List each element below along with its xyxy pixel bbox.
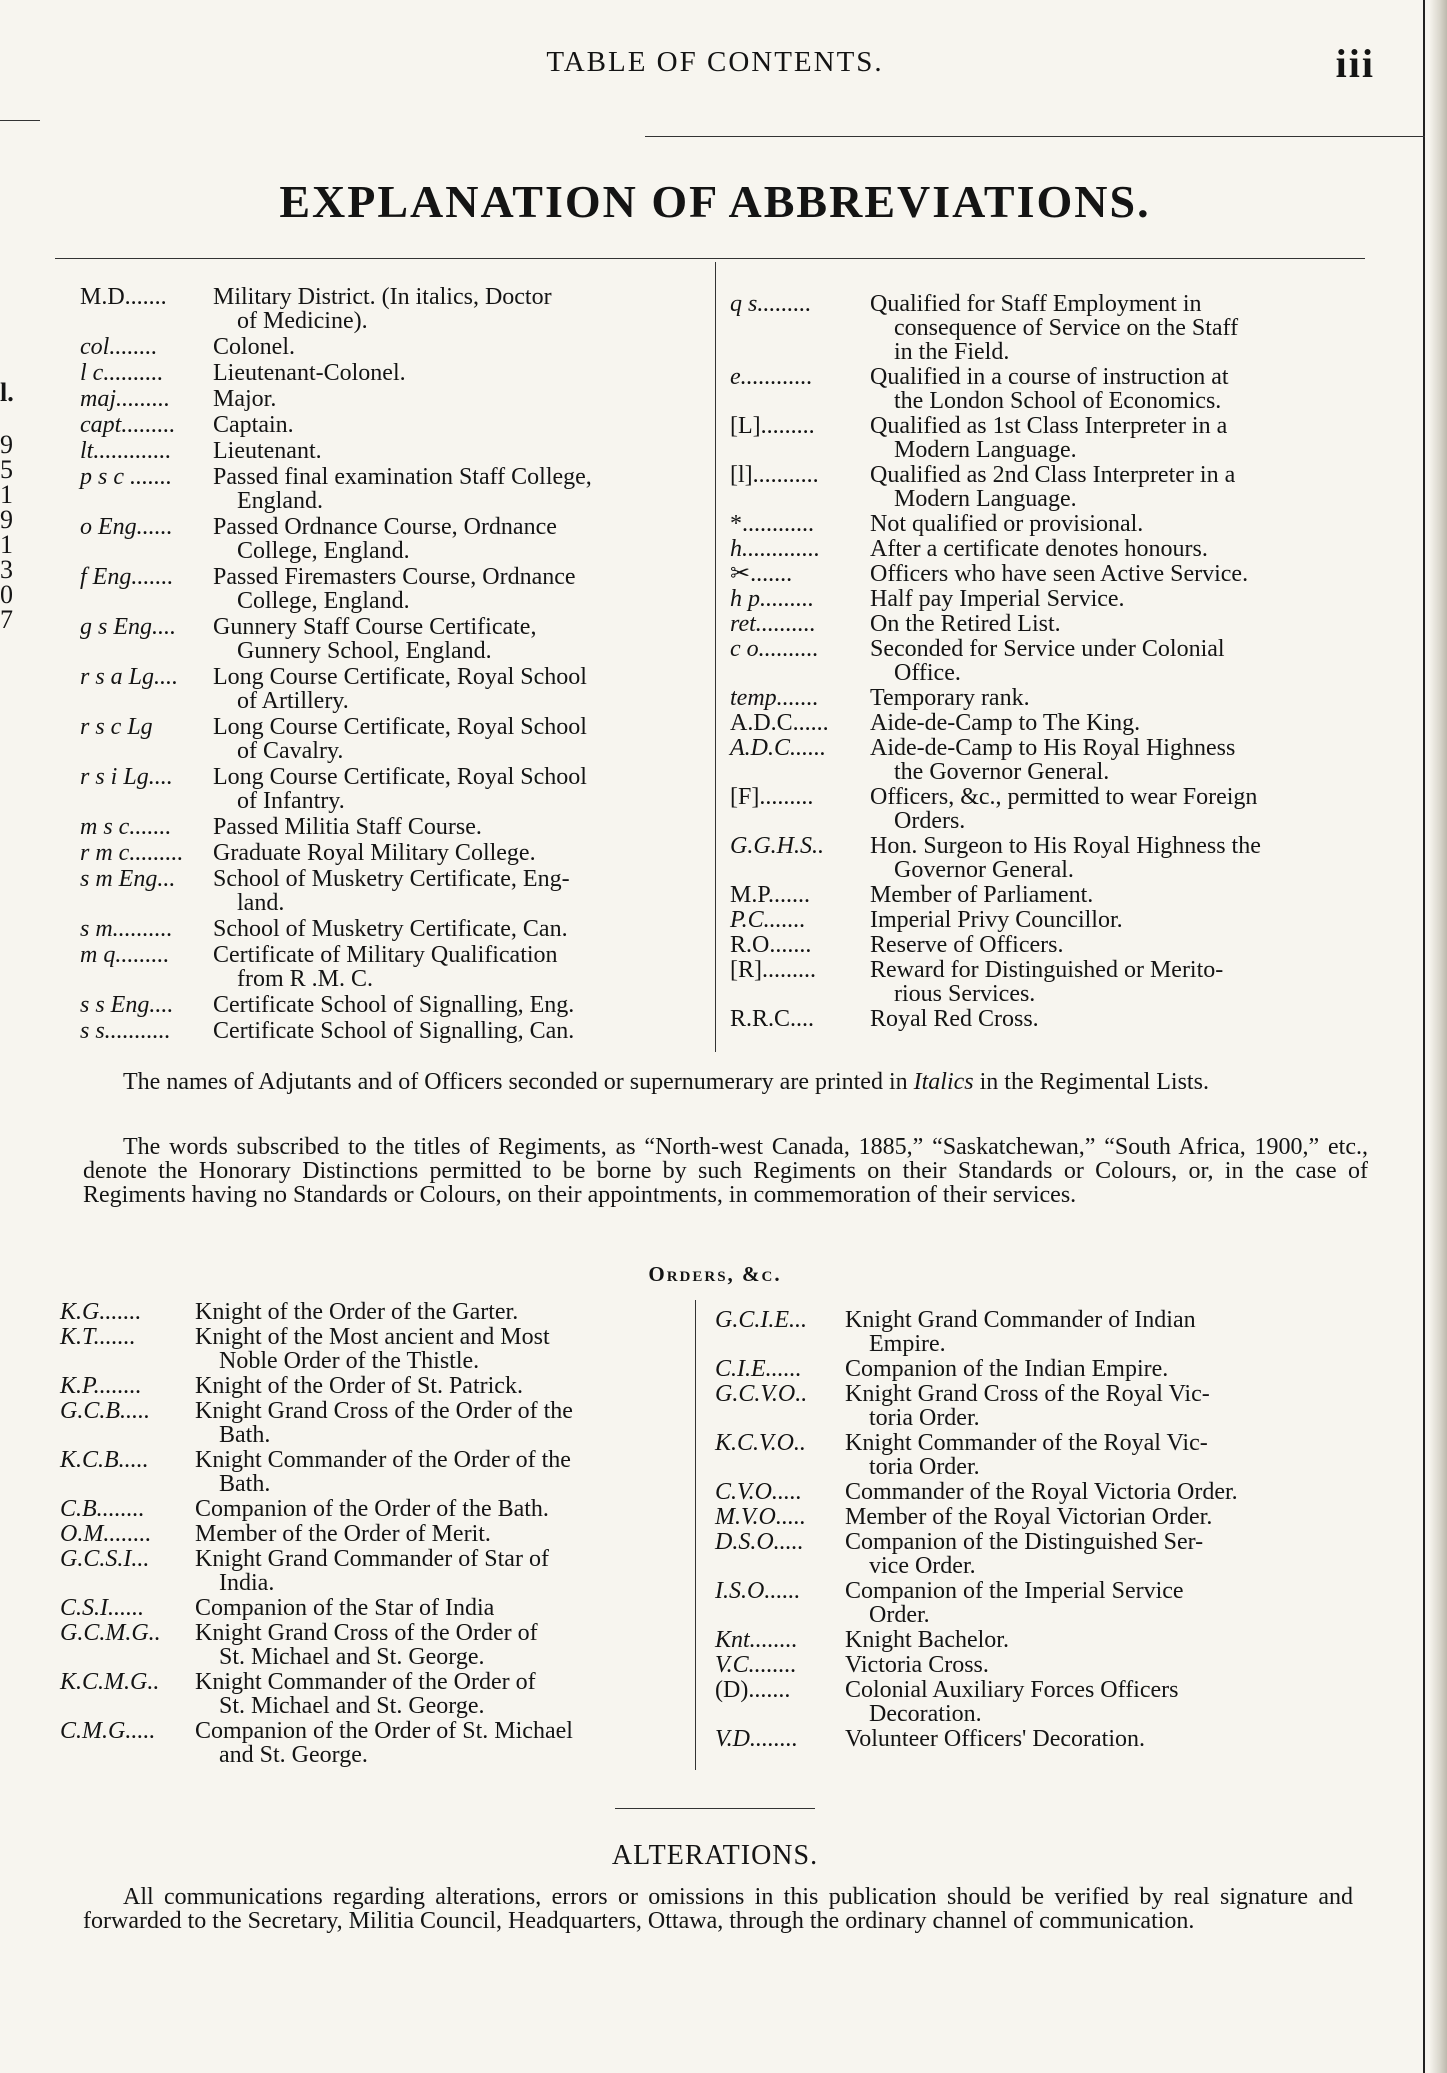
abbreviation-definition: Colonel. bbox=[213, 334, 295, 360]
abbreviation-term: col........ bbox=[80, 334, 158, 360]
abbreviation-definition-continued: St. Michael and St. George. bbox=[219, 1644, 485, 1670]
regiments-note-text: The words subscribed to the titles of Regiments, as “North-west Canada, 1885,” “Saskatchewan,” “South Africa, 1900,” etc., denote the Honorary Distinctions permitted to be borne by such Regiments on their Standards or Colours, or, in the case of Regiments having no Standards or Colours, on their appointments, in commemoration of their services. bbox=[83, 1134, 1368, 1208]
abbreviation-entry bbox=[80, 841, 755, 867]
abbreviation-entry bbox=[730, 587, 1370, 612]
abbreviation-definition: Not qualified or provisional. bbox=[870, 511, 1144, 537]
abbreviation-definition: Lieutenant. bbox=[213, 438, 322, 464]
orders-right-column bbox=[715, 1308, 1365, 1752]
abbreviation-entry bbox=[730, 414, 1370, 463]
abbreviation-definition: Knight Bachelor. bbox=[845, 1627, 1009, 1653]
abbreviation-entry bbox=[715, 1480, 1365, 1505]
page-number: iii bbox=[1335, 41, 1375, 86]
abbreviation-term: R.R.C.... bbox=[730, 1006, 815, 1032]
regiments-note bbox=[83, 1135, 1368, 1207]
abbreviation-definition: Knight of the Order of St. Patrick. bbox=[195, 1373, 523, 1399]
abbreviation-entry bbox=[730, 637, 1370, 686]
abbreviation-term: s m.......... bbox=[80, 916, 173, 942]
abbreviation-definition: Member of Parliament. bbox=[870, 882, 1094, 908]
margin-glyph: 0 bbox=[0, 580, 13, 609]
abbreviation-definition: Qualified in a course of instruction at bbox=[870, 364, 1229, 390]
abbreviation-term: C.V.O..... bbox=[715, 1479, 802, 1505]
margin-glyph: 1 bbox=[0, 530, 13, 559]
abbreviation-entry bbox=[60, 1547, 730, 1596]
margin-glyph: 9 bbox=[0, 430, 13, 459]
abbreviation-term: G.C.B..... bbox=[60, 1398, 150, 1424]
abbreviation-entry bbox=[730, 1007, 1370, 1032]
abbreviation-entry bbox=[730, 834, 1370, 883]
abbreviation-term: o Eng...... bbox=[80, 514, 173, 540]
abbreviation-definition-continued: the London School of Economics. bbox=[894, 388, 1222, 414]
abbreviation-entry bbox=[715, 1431, 1365, 1480]
abbreviation-entry bbox=[715, 1727, 1365, 1752]
abbreviation-definition-continued: the Governor General. bbox=[894, 759, 1110, 785]
abbreviation-definition-continued: Decoration. bbox=[869, 1701, 982, 1727]
abbreviation-definition-continued: Noble Order of the Thistle. bbox=[219, 1348, 480, 1374]
abbreviation-entry bbox=[60, 1522, 730, 1547]
abbreviation-definition: Aide-de-Camp to The King. bbox=[870, 710, 1141, 736]
abbreviation-definition-continued: Modern Language. bbox=[894, 437, 1077, 463]
abbreviation-entry bbox=[730, 933, 1370, 958]
abbreviation-entry bbox=[715, 1357, 1365, 1382]
abbreviation-definition: Knight of the Most ancient and Most bbox=[195, 1324, 550, 1350]
abbreviation-definition: Qualified as 1st Class Interpreter in a bbox=[870, 413, 1228, 439]
abbreviation-entry bbox=[60, 1497, 730, 1522]
abbreviation-term: M.D....... bbox=[80, 284, 167, 310]
abbreviation-term: K.T....... bbox=[60, 1324, 136, 1350]
abbreviation-definition-continued: and St. George. bbox=[219, 1742, 368, 1768]
abbreviation-entry bbox=[80, 917, 755, 943]
orders-heading: Orders, &c. bbox=[648, 1262, 782, 1286]
alterations-paragraph bbox=[83, 1885, 1353, 1933]
abbreviation-definition-continued: consequence of Service on the Staff bbox=[894, 315, 1239, 341]
abbreviation-entry bbox=[730, 785, 1370, 834]
orders-left-column bbox=[60, 1300, 730, 1768]
abbreviation-definition: Qualified for Staff Employment in bbox=[870, 291, 1202, 317]
column-divider bbox=[715, 262, 716, 1052]
abbreviation-definition-continued: toria Order. bbox=[869, 1405, 980, 1431]
running-header bbox=[55, 40, 1375, 90]
abbreviation-entry bbox=[730, 292, 1370, 365]
abbreviation-term: A.D.C...... bbox=[730, 735, 826, 761]
abbreviation-term: G.C.V.O.. bbox=[715, 1381, 808, 1407]
abbreviation-definition: Companion of the Star of India bbox=[195, 1595, 495, 1621]
abbreviation-term: C.I.E...... bbox=[715, 1356, 802, 1382]
abbreviation-term: h............. bbox=[730, 536, 820, 562]
abbreviation-entry bbox=[715, 1382, 1365, 1431]
abbreviation-definition-continued: Office. bbox=[894, 660, 961, 686]
abbreviation-definition: On the Retired List. bbox=[870, 611, 1061, 637]
abbreviation-definition: Imperial Privy Councillor. bbox=[870, 907, 1123, 933]
abbreviation-term: K.C.M.G.. bbox=[60, 1669, 160, 1695]
abbreviation-definition: Certificate of Military Qualification bbox=[213, 942, 558, 968]
abbreviation-definition: Reserve of Officers. bbox=[870, 932, 1064, 958]
abbreviation-definition-continued: from R .M. C. bbox=[237, 966, 374, 992]
abbreviation-definition: Passed Firemasters Course, Ordnance bbox=[213, 564, 576, 590]
abbreviation-definition: Aide-de-Camp to His Royal Highness bbox=[870, 735, 1236, 761]
page-edge-line bbox=[1423, 0, 1425, 2073]
abbreviation-definition-continued: College, England. bbox=[237, 538, 410, 564]
abbreviation-entry bbox=[715, 1653, 1365, 1678]
abbreviation-definition: Knight Grand Cross of the Order of bbox=[195, 1620, 538, 1646]
abbreviation-definition: Knight Grand Cross of the Order of the bbox=[195, 1398, 573, 1424]
abbreviation-entry bbox=[715, 1579, 1365, 1628]
abbreviation-definition: Gunnery Staff Course Certificate, bbox=[213, 614, 537, 640]
abbreviation-term: s s Eng.... bbox=[80, 992, 174, 1018]
abbreviation-definition: Knight Grand Cross of the Royal Vic- bbox=[845, 1381, 1210, 1407]
abbreviation-definition: Half pay Imperial Service. bbox=[870, 586, 1125, 612]
abbreviation-entry bbox=[80, 439, 755, 465]
abbreviation-definition: Commander of the Royal Victoria Order. bbox=[845, 1479, 1238, 1505]
abbreviation-term: I.S.O...... bbox=[715, 1578, 801, 1604]
abbreviation-definition: Companion of the Indian Empire. bbox=[845, 1356, 1169, 1382]
abbreviation-definition: Knight Commander of the Order of the bbox=[195, 1447, 571, 1473]
abbreviation-term: G.G.H.S.. bbox=[730, 833, 824, 859]
abbreviation-term: V.C........ bbox=[715, 1652, 797, 1678]
italics-note-italic: Italics bbox=[913, 1069, 974, 1095]
abbreviation-term: m s c....... bbox=[80, 814, 172, 840]
abbreviation-definition-continued: Order. bbox=[869, 1602, 930, 1628]
abbreviation-definition: Knight Grand Commander of Star of bbox=[195, 1546, 549, 1572]
abbreviation-entry bbox=[60, 1719, 730, 1768]
abbreviation-definition: Certificate School of Signalling, Can. bbox=[213, 1018, 575, 1044]
abbreviation-definition: Officers who have seen Active Service. bbox=[870, 561, 1249, 587]
abbreviation-term: K.P........ bbox=[60, 1373, 142, 1399]
abbreviations-right-column bbox=[730, 292, 1370, 1032]
abbreviation-term: K.C.V.O.. bbox=[715, 1430, 806, 1456]
abbreviation-term: V.D........ bbox=[715, 1726, 798, 1752]
abbreviation-definition: Certificate School of Signalling, Eng. bbox=[213, 992, 575, 1018]
abbreviation-term: [F]......... bbox=[730, 784, 814, 810]
abbreviation-definition: Colonial Auxiliary Forces Officers bbox=[845, 1677, 1179, 1703]
abbreviation-definition: Companion of the Imperial Service bbox=[845, 1578, 1184, 1604]
abbreviation-entry bbox=[80, 943, 755, 993]
abbreviation-term: capt......... bbox=[80, 412, 176, 438]
abbreviation-entry bbox=[730, 736, 1370, 785]
abbreviation-entry bbox=[80, 361, 755, 387]
margin-glyph: 1 bbox=[0, 480, 13, 509]
abbreviation-entry bbox=[730, 711, 1370, 736]
abbreviation-entry bbox=[730, 686, 1370, 711]
abbreviation-term: P.C....... bbox=[730, 907, 806, 933]
abbreviation-term: maj......... bbox=[80, 386, 170, 412]
abbreviation-entry bbox=[715, 1628, 1365, 1653]
abbreviation-term: M.P....... bbox=[730, 882, 811, 908]
abbreviation-term: f Eng....... bbox=[80, 564, 174, 590]
abbreviation-term: Knt........ bbox=[715, 1627, 798, 1653]
abbreviation-entry bbox=[60, 1374, 730, 1399]
page-edge-shadow bbox=[1429, 0, 1447, 2073]
abbreviation-definition-continued: of Infantry. bbox=[237, 788, 345, 814]
abbreviation-entry bbox=[80, 665, 755, 715]
abbreviation-definition: Hon. Surgeon to His Royal Highness the bbox=[870, 833, 1261, 859]
abbreviation-definition: Passed Ordnance Course, Ordnance bbox=[213, 514, 557, 540]
abbreviation-definition: Royal Red Cross. bbox=[870, 1006, 1039, 1032]
abbreviation-definition: After a certificate denotes honours. bbox=[870, 536, 1208, 562]
abbreviation-definition: Knight of the Order of the Garter. bbox=[195, 1299, 519, 1325]
abbreviation-entry bbox=[80, 867, 755, 917]
abbreviation-term: O.M........ bbox=[60, 1521, 152, 1547]
abbreviation-definition: Qualified as 2nd Class Interpreter in a bbox=[870, 462, 1236, 488]
italics-note-text-b: in the Regimental Lists. bbox=[973, 1069, 1209, 1095]
abbreviation-definition: Captain. bbox=[213, 412, 294, 438]
abbreviation-term: (D)....... bbox=[715, 1677, 791, 1703]
abbreviation-term: A.D.C...... bbox=[730, 710, 829, 736]
abbreviation-entry bbox=[60, 1596, 730, 1621]
abbreviation-entry bbox=[80, 815, 755, 841]
margin-glyph: l. bbox=[0, 378, 14, 407]
abbreviation-definition: Long Course Certificate, Royal School bbox=[213, 764, 587, 790]
abbreviation-entry bbox=[715, 1530, 1365, 1579]
margin-glyph: 9 bbox=[0, 505, 13, 534]
abbreviation-entry bbox=[730, 512, 1370, 537]
document-page bbox=[55, 0, 1375, 2073]
abbreviation-definition-continued: of Cavalry. bbox=[237, 738, 344, 764]
abbreviation-definition: Knight Commander of the Order of bbox=[195, 1669, 536, 1695]
abbreviation-entry bbox=[80, 1019, 755, 1045]
margin-glyph: 5 bbox=[0, 455, 13, 484]
abbreviation-definition: Victoria Cross. bbox=[845, 1652, 989, 1678]
abbreviation-term: G.C.S.I... bbox=[60, 1546, 150, 1572]
alterations-text: All communications regarding alterations, errors or omissions in this publication should be verified by real signature and forwarded to the Secretary, Militia Council, Headquarters, Ottawa, through the ordinary channel of communication. bbox=[83, 1884, 1353, 1934]
abbreviation-definition-continued: Gunnery School, England. bbox=[237, 638, 492, 664]
abbreviations-left-column bbox=[80, 285, 755, 1045]
abbreviation-term: M.V.O..... bbox=[715, 1504, 806, 1530]
abbreviation-definition: Seconded for Service under Colonial bbox=[870, 636, 1225, 662]
abbreviation-definition: Officers, &c., permitted to wear Foreign bbox=[870, 784, 1258, 810]
abbreviation-definition: Lieutenant-Colonel. bbox=[213, 360, 406, 386]
abbreviation-entry bbox=[730, 908, 1370, 933]
abbreviation-entry bbox=[80, 335, 755, 361]
abbreviation-term: m q......... bbox=[80, 942, 170, 968]
abbreviation-entry bbox=[730, 883, 1370, 908]
abbreviation-definition-continued: in the Field. bbox=[894, 339, 1010, 365]
abbreviation-entry bbox=[715, 1678, 1365, 1727]
abbreviation-term: p s c ....... bbox=[80, 464, 172, 490]
margin-glyph: 3 bbox=[0, 555, 13, 584]
title-rule bbox=[55, 258, 1365, 259]
abbreviation-term: [R]......... bbox=[730, 957, 816, 983]
abbreviation-term: q s......... bbox=[730, 291, 812, 317]
abbreviation-term: K.C.B..... bbox=[60, 1447, 149, 1473]
abbreviation-definition: School of Musketry Certificate, Eng- bbox=[213, 866, 570, 892]
abbreviation-term: ✂....... bbox=[730, 561, 793, 587]
abbreviation-term: s m Eng... bbox=[80, 866, 176, 892]
abbreviation-term: lt............. bbox=[80, 438, 172, 464]
abbreviation-entry bbox=[80, 515, 755, 565]
abbreviation-definition-continued: rious Services. bbox=[894, 981, 1036, 1007]
abbreviation-entry bbox=[730, 562, 1370, 587]
abbreviation-entry bbox=[730, 612, 1370, 637]
abbreviation-definition: Companion of the Distinguished Ser- bbox=[845, 1529, 1204, 1555]
margin-glyph: 7 bbox=[0, 605, 13, 634]
abbreviation-term: r m c......... bbox=[80, 840, 184, 866]
abbreviation-entry bbox=[80, 993, 755, 1019]
abbreviation-definition-continued: College, England. bbox=[237, 588, 410, 614]
abbreviation-definition-continued: land. bbox=[237, 890, 285, 916]
abbreviation-entry bbox=[730, 958, 1370, 1007]
abbreviation-definition-continued: Modern Language. bbox=[894, 486, 1077, 512]
abbreviation-entry bbox=[730, 365, 1370, 414]
margin-rule bbox=[0, 120, 40, 121]
abbreviation-term: G.C.M.G.. bbox=[60, 1620, 161, 1646]
abbreviation-term: e............ bbox=[730, 364, 813, 390]
abbreviation-entry bbox=[715, 1505, 1365, 1530]
abbreviation-definition: Major. bbox=[213, 386, 277, 412]
abbreviation-term: temp....... bbox=[730, 685, 819, 711]
abbreviation-definition: Long Course Certificate, Royal School bbox=[213, 664, 587, 690]
abbreviation-definition: Military District. (In italics, Doctor bbox=[213, 284, 552, 310]
abbreviation-entry bbox=[80, 765, 755, 815]
abbreviation-term: G.C.I.E... bbox=[715, 1307, 807, 1333]
abbreviation-entry bbox=[80, 715, 755, 765]
abbreviation-definition-continued: Bath. bbox=[219, 1422, 271, 1448]
abbreviation-entry bbox=[80, 615, 755, 665]
abbreviation-term: l c.......... bbox=[80, 360, 164, 386]
abbreviation-definition: Passed final examination Staff College, bbox=[213, 464, 592, 490]
abbreviation-term: h p......... bbox=[730, 586, 814, 612]
abbreviation-entry bbox=[60, 1399, 730, 1448]
abbreviation-term: ret.......... bbox=[730, 611, 816, 637]
abbreviation-definition-continued: vice Order. bbox=[869, 1553, 976, 1579]
abbreviation-definition-continued: India. bbox=[219, 1570, 275, 1596]
abbreviation-entry bbox=[80, 465, 755, 515]
abbreviation-definition-continued: England. bbox=[237, 488, 323, 514]
abbreviation-definition: Member of the Royal Victorian Order. bbox=[845, 1504, 1213, 1530]
abbreviation-definition-continued: Governor General. bbox=[894, 857, 1074, 883]
abbreviation-definition-continued: Orders. bbox=[894, 808, 966, 834]
page-title: EXPLANATION OF ABBREVIATIONS. bbox=[279, 176, 1151, 227]
section-rule bbox=[615, 1808, 815, 1809]
abbreviation-term: r s a Lg.... bbox=[80, 664, 179, 690]
abbreviation-term: [L]......... bbox=[730, 413, 815, 439]
abbreviation-entry bbox=[60, 1670, 730, 1719]
abbreviation-definition-continued: St. Michael and St. George. bbox=[219, 1693, 485, 1719]
abbreviation-definition: School of Musketry Certificate, Can. bbox=[213, 916, 568, 942]
abbreviation-entry bbox=[60, 1325, 730, 1374]
abbreviation-term: *............ bbox=[730, 511, 814, 537]
abbreviation-entry bbox=[80, 565, 755, 615]
abbreviation-definition: Reward for Distinguished or Merito- bbox=[870, 957, 1224, 983]
abbreviation-definition: Long Course Certificate, Royal School bbox=[213, 714, 587, 740]
abbreviation-term: K.G....... bbox=[60, 1299, 142, 1325]
abbreviation-definition-continued: Bath. bbox=[219, 1471, 271, 1497]
abbreviation-term: R.O....... bbox=[730, 932, 812, 958]
abbreviation-term: s s........... bbox=[80, 1018, 171, 1044]
abbreviation-term: C.M.G..... bbox=[60, 1718, 156, 1744]
abbreviation-term: C.S.I...... bbox=[60, 1595, 144, 1621]
abbreviation-definition: Member of the Order of Merit. bbox=[195, 1521, 491, 1547]
abbreviation-entry bbox=[80, 285, 755, 335]
italics-note-text-a: The names of Adjutants and of Officers seconded or supernumerary are printed in bbox=[123, 1069, 914, 1095]
abbreviation-definition: Temporary rank. bbox=[870, 685, 1030, 711]
abbreviation-entry bbox=[715, 1308, 1365, 1357]
abbreviation-definition: Volunteer Officers' Decoration. bbox=[845, 1726, 1145, 1752]
abbreviation-term: c o.......... bbox=[730, 636, 819, 662]
abbreviation-entry bbox=[60, 1448, 730, 1497]
italics-note bbox=[83, 1070, 1368, 1094]
abbreviation-definition: Graduate Royal Military College. bbox=[213, 840, 536, 866]
header-title: TABLE OF CONTENTS. bbox=[546, 46, 884, 78]
alterations-title: ALTERATIONS. bbox=[611, 1840, 819, 1871]
abbreviation-definition-continued: Empire. bbox=[869, 1331, 946, 1357]
abbreviation-entry bbox=[730, 463, 1370, 512]
abbreviation-entry bbox=[60, 1621, 730, 1670]
abbreviation-entry bbox=[60, 1300, 730, 1325]
abbreviation-definition: Knight Commander of the Royal Vic- bbox=[845, 1430, 1208, 1456]
orders-column-divider bbox=[695, 1300, 696, 1770]
abbreviation-term: g s Eng.... bbox=[80, 614, 176, 640]
abbreviation-entry bbox=[730, 537, 1370, 562]
abbreviation-definition: Passed Militia Staff Course. bbox=[213, 814, 482, 840]
header-rule bbox=[645, 136, 1425, 137]
abbreviation-definition-continued: of Artillery. bbox=[237, 688, 349, 714]
abbreviation-definition-continued: toria Order. bbox=[869, 1454, 980, 1480]
abbreviation-term: C.B........ bbox=[60, 1496, 145, 1522]
abbreviation-definition: Companion of the Order of St. Michael bbox=[195, 1718, 573, 1744]
abbreviation-term: D.S.O..... bbox=[715, 1529, 804, 1555]
abbreviation-definition: Knight Grand Commander of Indian bbox=[845, 1307, 1196, 1333]
abbreviation-definition-continued: of Medicine). bbox=[237, 308, 368, 334]
abbreviation-term: [l]........... bbox=[730, 462, 819, 488]
abbreviation-term: r s c Lg bbox=[80, 714, 153, 740]
abbreviation-entry bbox=[80, 413, 755, 439]
abbreviation-term: r s i Lg.... bbox=[80, 764, 173, 790]
abbreviation-definition: Companion of the Order of the Bath. bbox=[195, 1496, 549, 1522]
abbreviation-entry bbox=[80, 387, 755, 413]
